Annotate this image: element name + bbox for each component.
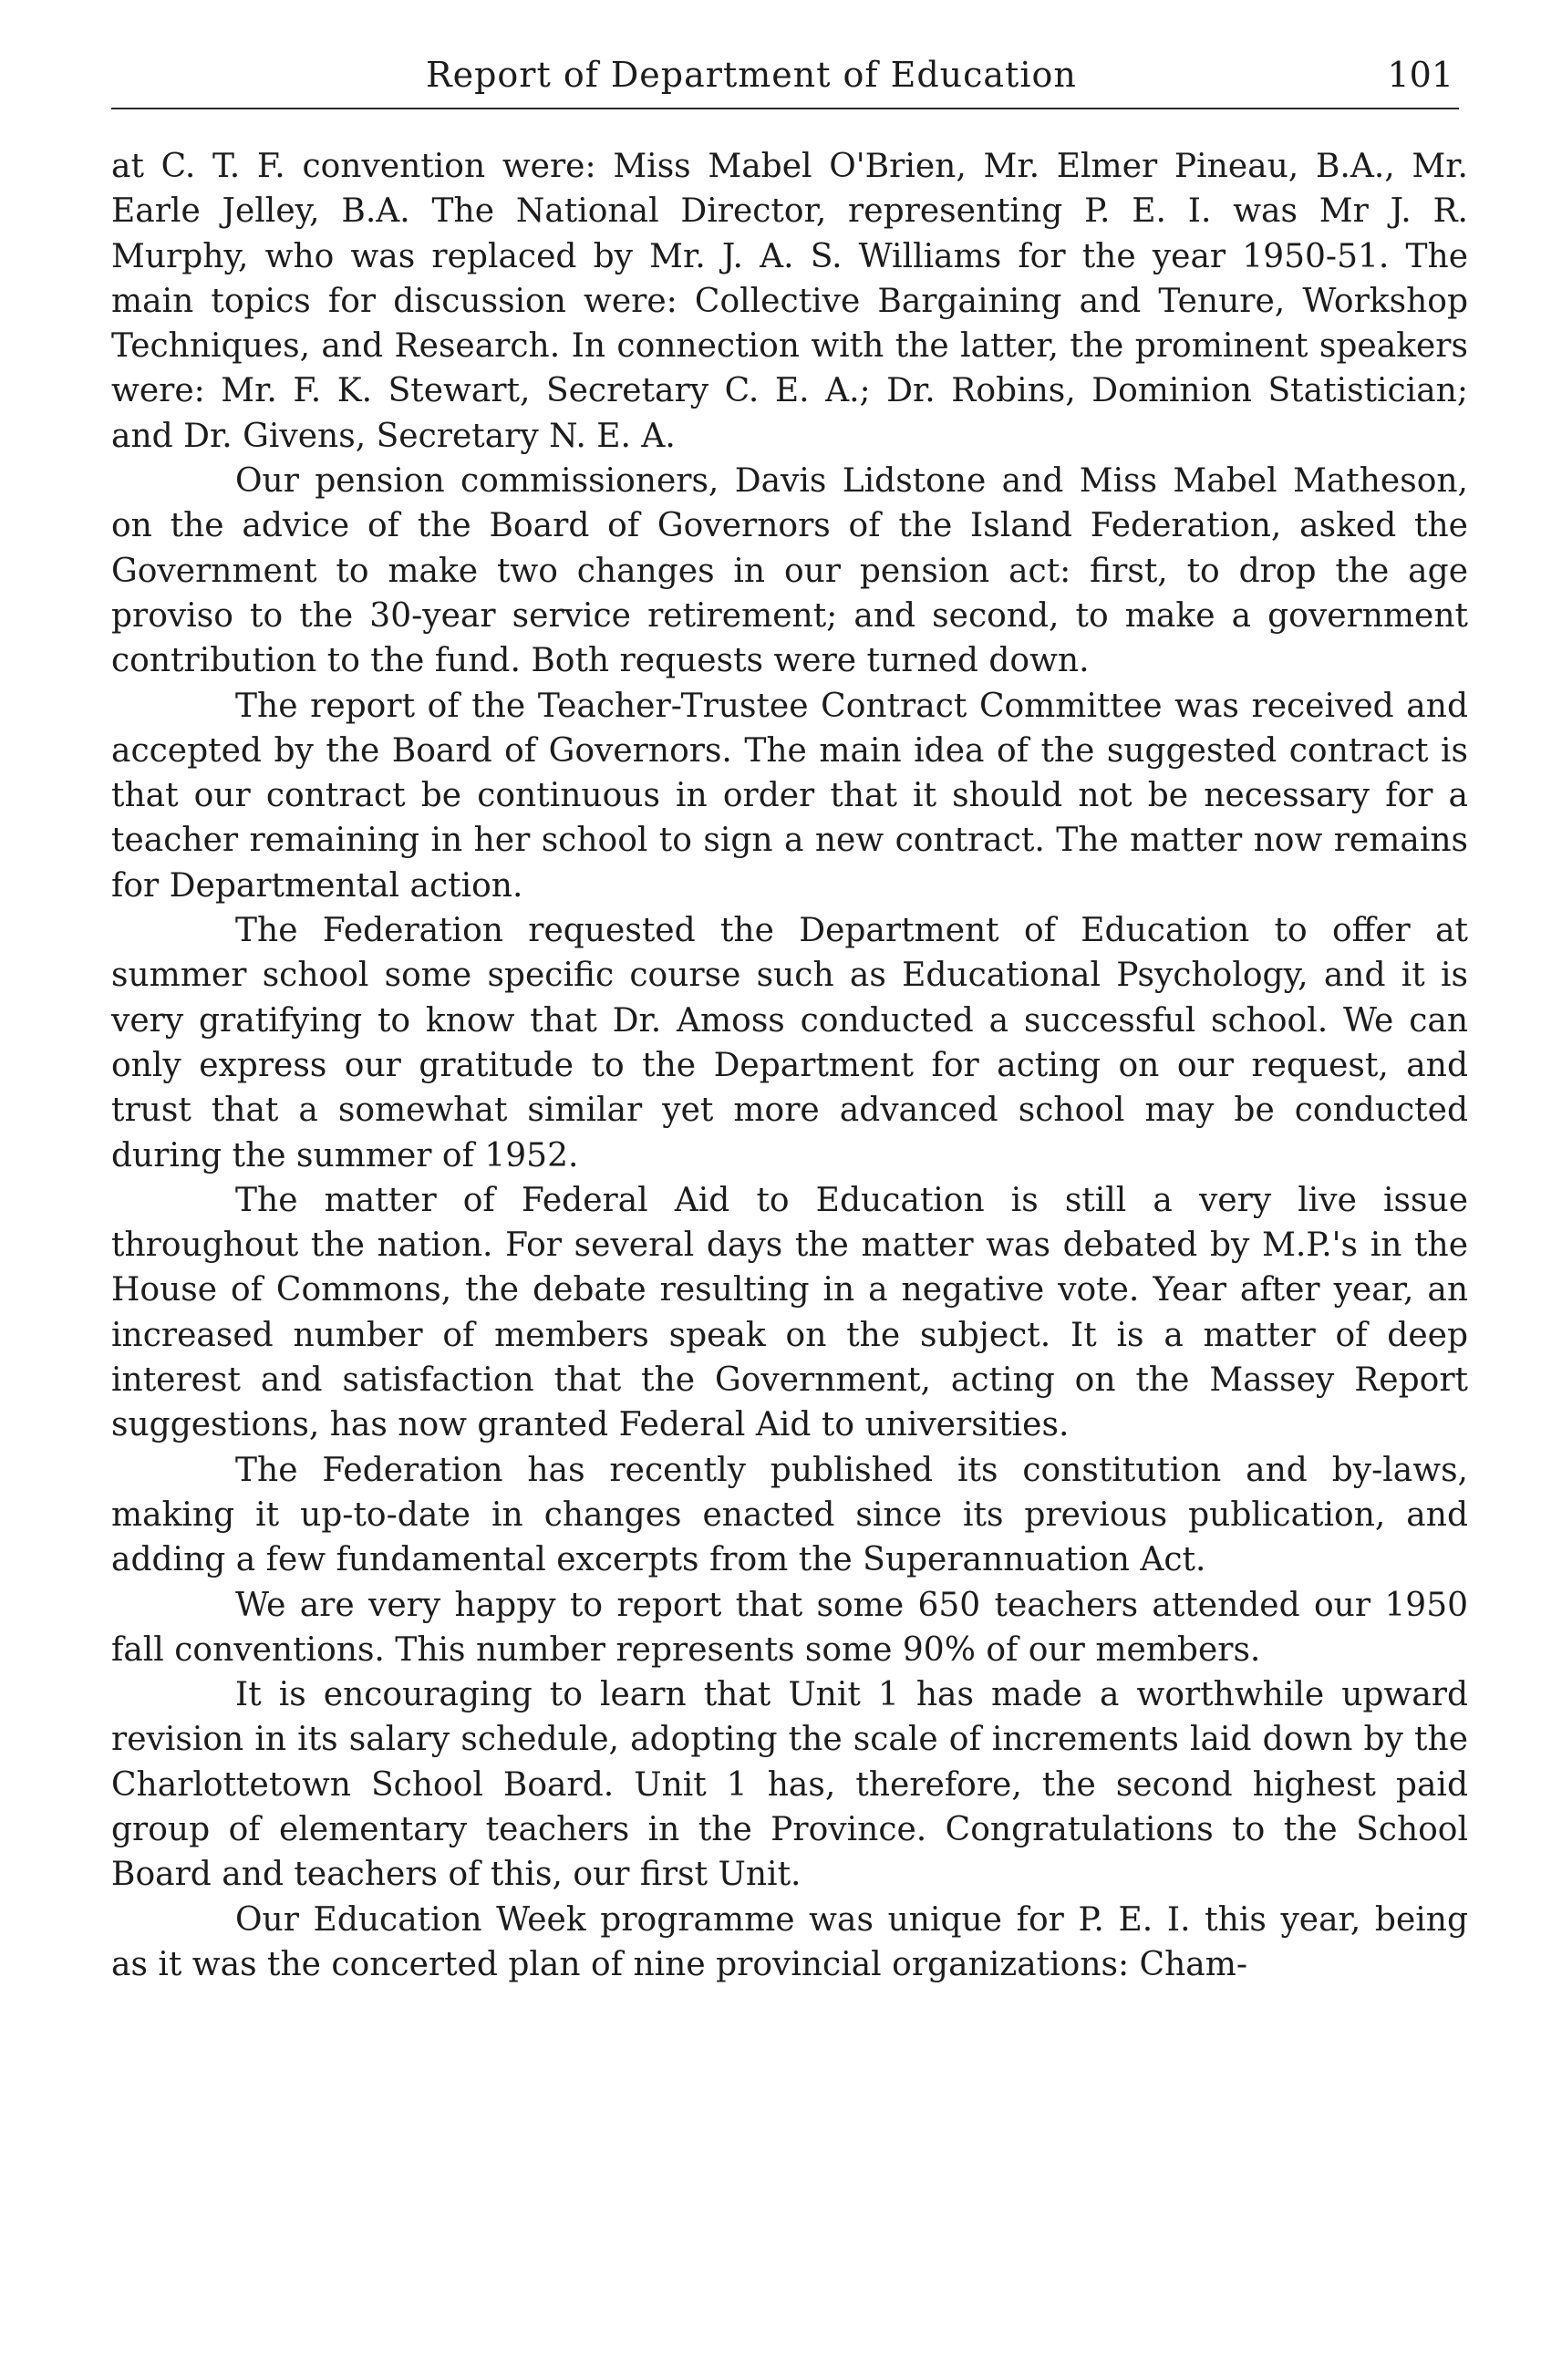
running-title: Report of Department of Education [426,55,1077,95]
body-text [111,144,1468,1987]
page-header [111,55,1470,109]
paragraph: Our Education Week programme was unique for P. E. I. this year, being as it was the concerted plan of nine provincial organizations: Cham- [111,1900,1468,1983]
header-rule [111,108,1459,109]
paragraph: The matter of Federal Aid to Education is still a very live issue throughout the nation. For several days the matter was debated by M.P.'s in the House of Commons, the debate resulting in a negative vote. Year after year, an increased number of members speak on the subject. It is a matter of deep interest and satisfaction that the Government, acting on the Massey Report suggestions, has now granted Federal Aid to universities. [111,1181,1468,1444]
paragraph: We are very happy to report that some 650 teachers attended our 1950 fall conventions. This number represents some 90% of our members. [111,1586,1468,1669]
paragraph: at C. T. F. convention were: Miss Mabel O'Brien, Mr. Elmer Pineau, B.A., Mr. Earle Jelley, B.A. The National Director, representing P. E. I. was Mr J. R. Murphy, who was replaced by Mr. J. A. S. Williams for the year 1950-51. The main topics for discussion were: Collective Bargaining and Tenure, Workshop Techniques, and Research. In connection with the latter, the prominent speakers were: Mr. F. K. Stewart, Secretary C. E. A.; Dr. Robins, Dominion Statistician; and Dr. Givens, Secretary N. E. A. [111,148,1468,455]
paragraph: Our pension commissioners, Davis Lidstone and Miss Mabel Matheson, on the advice of the Board of Governors of the Island Federation, asked the Government to make two changes in our pension act: first, to drop the age proviso to the 30-year service retirement; and second, to make a government contribution to the fund. Both requests were turned down. [111,462,1468,680]
paragraph: The Federation requested the Department of Education to offer at summer school some specific course such as Educational Psychology, and it is very gratifying to know that Dr. Amoss conducted a successful school. We can only express our gratitude to the Department for acting on our request, and trust that a somewhat similar yet more advanced school may be conducted during the summer of 1952. [111,912,1468,1174]
paragraph: The Federation has recently published its constitution and by-laws, making it up-to-date in changes enacted since its previous publication, and adding a few fundamental excerpts from the Superannuation Act. [111,1451,1468,1579]
paragraph: It is encouraging to learn that Unit 1 has made a worthwhile upward revision in its salary schedule, adopting the scale of increments laid down by the Charlottetown School Board. Unit 1 has, therefore, the second highest paid group of elementary teachers in the Province. Congratulations to the School Board and teachers of this, our first Unit. [111,1676,1468,1894]
page-number: 101 [1387,55,1453,95]
paragraph: The report of the Teacher-Trustee Contract Committee was received and accepted by the Board of Governors. The main idea of the suggested contract is that our contract be continuous in order that it should not be necessary for a teacher remaining in her school to sign a new contract. The matter now remains for Departmental action. [111,687,1468,905]
